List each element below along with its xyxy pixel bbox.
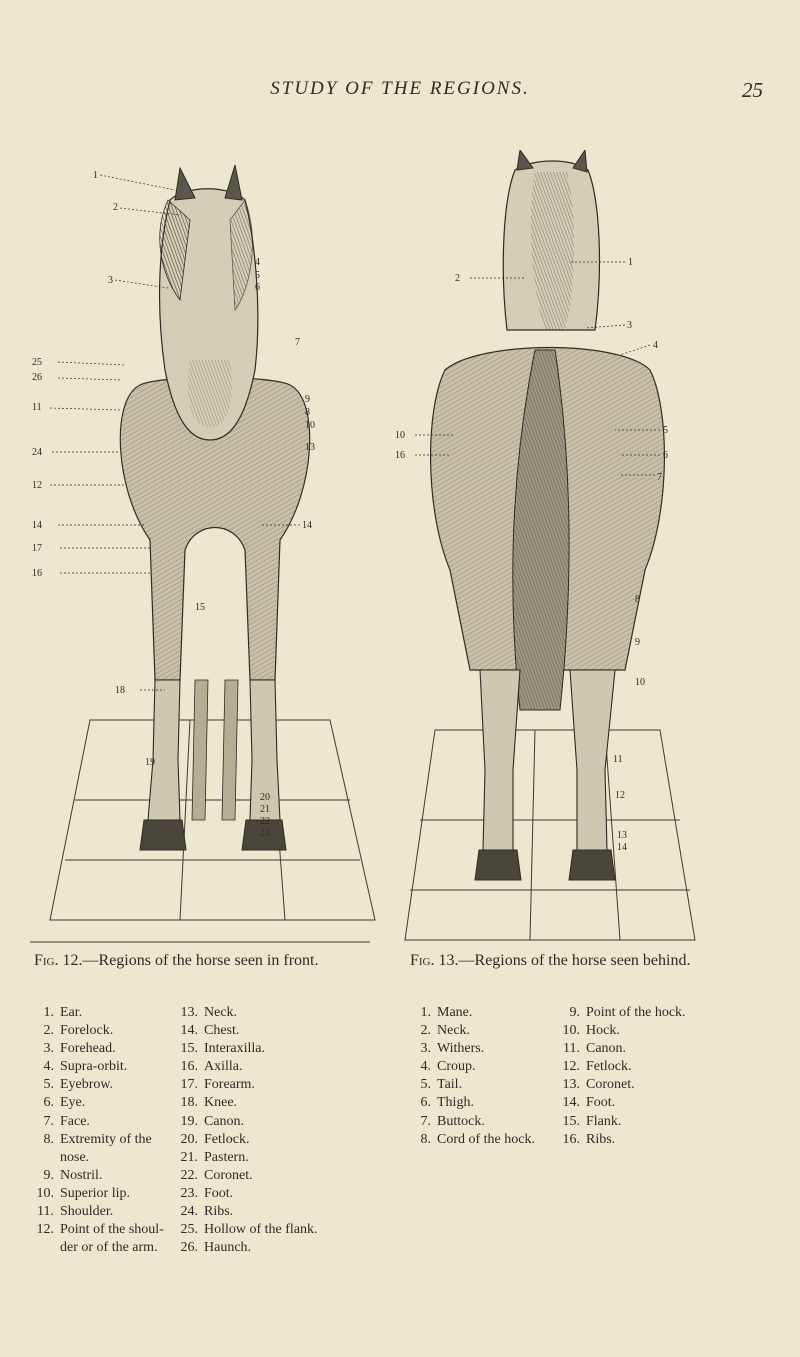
legend-number: 23. (180, 1185, 198, 1201)
legend-entry (178, 1167, 358, 1185)
legend-text-continuation: der or of the arm. (60, 1240, 158, 1256)
legend-number: 10. (36, 1185, 54, 1201)
horse-behind-illustration (395, 150, 705, 950)
legend-text: Ribs. (586, 1131, 616, 1147)
figure-horse-behind (395, 150, 705, 950)
legend-text: Face. (60, 1113, 90, 1129)
legend-number: 1. (420, 1005, 431, 1020)
legend-text: Fetlock. (586, 1059, 632, 1075)
legend-text: Canon. (586, 1041, 627, 1057)
callout: 11 (32, 402, 42, 413)
callout: 13 (305, 442, 315, 453)
callout: 10 (305, 420, 315, 431)
callout: 6 (255, 282, 260, 293)
legend-number: 2. (420, 1023, 431, 1039)
callout: 6 (663, 450, 668, 461)
callout: 14 (617, 842, 627, 853)
legend-number: 16. (562, 1131, 580, 1147)
figure13-caption-text: —Regions of the horse seen behind. (458, 952, 691, 969)
legend-entry (560, 1004, 730, 1022)
legend-entry (178, 1221, 358, 1239)
legend-number: 15. (562, 1113, 580, 1129)
callout: 26 (32, 372, 42, 383)
legend-number: 13. (562, 1077, 580, 1093)
legend-number: 8. (420, 1131, 431, 1147)
legend-number: 6. (420, 1095, 431, 1111)
legend-number: 22. (180, 1167, 198, 1183)
legend-text: Point of the hock. (586, 1005, 686, 1020)
legend-number: 12. (36, 1222, 54, 1238)
callout: 24 (32, 447, 42, 458)
legend-text: Shoulder. (60, 1204, 114, 1220)
legend-text: Foot. (586, 1095, 616, 1111)
callout: 16 (395, 450, 405, 461)
figure12-legend-col2 (178, 1004, 358, 1257)
legend-number: 16. (180, 1059, 198, 1075)
callout: 11 (613, 754, 623, 765)
legend-entry (178, 1040, 358, 1058)
legend-number: 3. (43, 1041, 54, 1057)
legend-entry (178, 1185, 358, 1203)
callout: 7 (295, 337, 300, 348)
page-header (0, 78, 800, 108)
figure13-caption (410, 952, 690, 970)
legend-number: 4. (43, 1059, 54, 1075)
legend-number: 3. (420, 1041, 431, 1057)
legend-entry (178, 1094, 358, 1112)
legend-entry (34, 1185, 174, 1203)
callout: 1 (93, 170, 98, 181)
callout: 10 (395, 430, 405, 441)
legend-text: Canon. (204, 1113, 245, 1129)
legend-entry (178, 1203, 358, 1221)
figure13-caption-label: Fig. 13. (410, 952, 459, 969)
callout: 14 (302, 520, 312, 531)
legend-text: Chest. (204, 1023, 240, 1039)
legend-entry (34, 1131, 174, 1149)
legend-text: Interaxilla. (204, 1041, 266, 1057)
callout: 5 (255, 270, 260, 281)
figure12-legend-col1 (34, 1004, 174, 1257)
running-title: STUDY OF THE REGIONS. (270, 78, 530, 99)
legend-text: Hock. (586, 1023, 620, 1039)
legend-entry (178, 1239, 358, 1257)
callout: 17 (32, 543, 42, 554)
callout: 15 (195, 602, 205, 613)
legend-text: Forehead. (60, 1041, 116, 1057)
legend-text: Thigh. (437, 1095, 474, 1111)
legend-text: Nostril. (60, 1167, 103, 1183)
legend-text: Ribs. (204, 1204, 234, 1220)
legend-entry (34, 1094, 174, 1112)
legend-number: 7. (420, 1113, 431, 1129)
legend-text: Extremity of the (60, 1131, 152, 1147)
legend-entry (34, 1058, 174, 1076)
legend-entry (178, 1113, 358, 1131)
legend-text: Withers. (437, 1041, 485, 1057)
callout: 21 (260, 804, 270, 815)
legend-entry (178, 1149, 358, 1167)
callout: 25 (32, 357, 42, 368)
legend-entry (411, 1040, 561, 1058)
legend-number: 5. (43, 1077, 54, 1093)
legend-number: 4. (420, 1059, 431, 1075)
legend-text: Eyebrow. (60, 1077, 114, 1093)
legend-number: 11. (563, 1041, 580, 1057)
figure12-caption (34, 952, 318, 970)
callout: 23 (260, 828, 270, 839)
legend-entry (178, 1058, 358, 1076)
legend-text: Foot. (204, 1185, 234, 1201)
legend-entry (34, 1203, 174, 1221)
legend-number: 20. (180, 1131, 198, 1147)
callout: 13 (617, 830, 627, 841)
callout: 9 (305, 394, 310, 405)
legend-entry (178, 1022, 358, 1040)
legend-entry (411, 1131, 561, 1149)
legend-number: 14. (180, 1023, 198, 1039)
horse-front-body (120, 165, 309, 850)
legend-number: 26. (180, 1240, 198, 1256)
callout: 19 (145, 757, 155, 768)
legend-entry (34, 1004, 174, 1022)
legend-entry (411, 1113, 561, 1131)
callout: 18 (115, 685, 125, 696)
legend-number: 11. (37, 1204, 54, 1220)
legend-number: 10. (562, 1023, 580, 1039)
callout: 9 (635, 637, 640, 648)
callout: 3 (108, 275, 113, 286)
callout: 7 (657, 472, 662, 483)
legend-text: Ear. (60, 1005, 83, 1020)
legend-entry (411, 1076, 561, 1094)
legend-entry (34, 1167, 174, 1185)
legend-number: 13. (180, 1005, 198, 1020)
legend-text: Haunch. (204, 1240, 252, 1256)
legend-entry (34, 1113, 174, 1131)
callout: 4 (653, 340, 658, 351)
legend-text: Forelock. (60, 1023, 114, 1039)
legend-entry (34, 1076, 174, 1094)
legend-entry (560, 1131, 730, 1149)
callout: 1 (628, 257, 633, 268)
legend-text: Coronet. (586, 1077, 635, 1093)
legend-text: Pastern. (204, 1149, 249, 1165)
callout: 8 (635, 594, 640, 605)
legend-entry (560, 1076, 730, 1094)
figure12-caption-label: Fig. 12. (34, 952, 83, 969)
figure-horse-front (30, 160, 390, 950)
ground-grid (405, 730, 695, 940)
legend-text: Superior lip. (60, 1185, 130, 1201)
callout: 5 (663, 425, 668, 436)
callout: 4 (255, 257, 260, 268)
legend-entry (178, 1131, 358, 1149)
legend-number: 2. (43, 1023, 54, 1039)
legend-number: 24. (180, 1204, 198, 1220)
callout: 8 (305, 407, 310, 418)
legend-number: 8. (43, 1131, 54, 1147)
callout: 2 (113, 202, 118, 213)
legend-number: 6. (43, 1095, 54, 1111)
callout: 12 (32, 480, 42, 491)
legend-entry (411, 1058, 561, 1076)
callout: 16 (32, 568, 42, 579)
legend-text: Cord of the hock. (437, 1131, 535, 1147)
legend-entry (411, 1094, 561, 1112)
legend-entry (34, 1221, 174, 1239)
legend-number: 9. (43, 1167, 54, 1183)
figure13-legend-col1 (411, 1004, 561, 1149)
callout: 3 (627, 320, 632, 331)
page-number: 25 (742, 78, 763, 102)
callout: 12 (615, 790, 625, 801)
legend-entry (560, 1058, 730, 1076)
legend-text: Mane. (437, 1005, 473, 1020)
figure12-caption-text: —Regions of the horse seen in front. (82, 952, 319, 969)
legend-number: 1. (43, 1005, 54, 1020)
legend-number: 15. (180, 1041, 198, 1057)
legend-entry (34, 1040, 174, 1058)
callout: 14 (32, 520, 42, 531)
legend-entry (34, 1022, 174, 1040)
legend-entry (560, 1094, 730, 1112)
legend-entry (178, 1004, 358, 1022)
legend-text: Axilla. (204, 1059, 243, 1075)
callout: 10 (635, 677, 645, 688)
legend-number: 12. (562, 1059, 580, 1075)
legend-text-continuation: nose. (60, 1149, 90, 1165)
legend-number: 18. (180, 1095, 198, 1111)
legend-text: Point of the shoul- (60, 1222, 164, 1238)
legend-entry (560, 1040, 730, 1058)
legend-text: Hollow of the flank. (204, 1222, 318, 1238)
legend-text: Forearm. (204, 1077, 255, 1093)
legend-text: Supra-orbit. (60, 1059, 128, 1075)
legend-entry (411, 1022, 561, 1040)
legend-text: Knee. (204, 1095, 238, 1111)
legend-entry (411, 1004, 561, 1022)
callout: 20 (260, 792, 270, 803)
legend-entry (560, 1022, 730, 1040)
legend-text: Croup. (437, 1059, 476, 1075)
horse-front-illustration (30, 160, 390, 950)
legend-text: Neck. (204, 1005, 238, 1020)
legend-number: 17. (180, 1077, 198, 1093)
legend-number: 14. (562, 1095, 580, 1111)
legend-number: 21. (180, 1149, 198, 1165)
legend-text: Tail. (437, 1077, 463, 1093)
legend-number: 7. (43, 1113, 54, 1129)
legend-entry (560, 1113, 730, 1131)
legend-number: 25. (180, 1222, 198, 1238)
legend-text: Eye. (60, 1095, 86, 1111)
callout: 22 (260, 816, 270, 827)
legend-number: 5. (420, 1077, 431, 1093)
legend-text: Buttock. (437, 1113, 485, 1129)
legend-number: 19. (180, 1113, 198, 1129)
callout: 2 (455, 273, 460, 284)
legend-text: Flank. (586, 1113, 622, 1129)
legend-number: 9. (569, 1005, 580, 1020)
legend-text: Coronet. (204, 1167, 253, 1183)
legend-text: Neck. (437, 1023, 471, 1039)
figure13-legend-col2 (560, 1004, 730, 1149)
legend-text: Fetlock. (204, 1131, 250, 1147)
legend-entry (178, 1076, 358, 1094)
